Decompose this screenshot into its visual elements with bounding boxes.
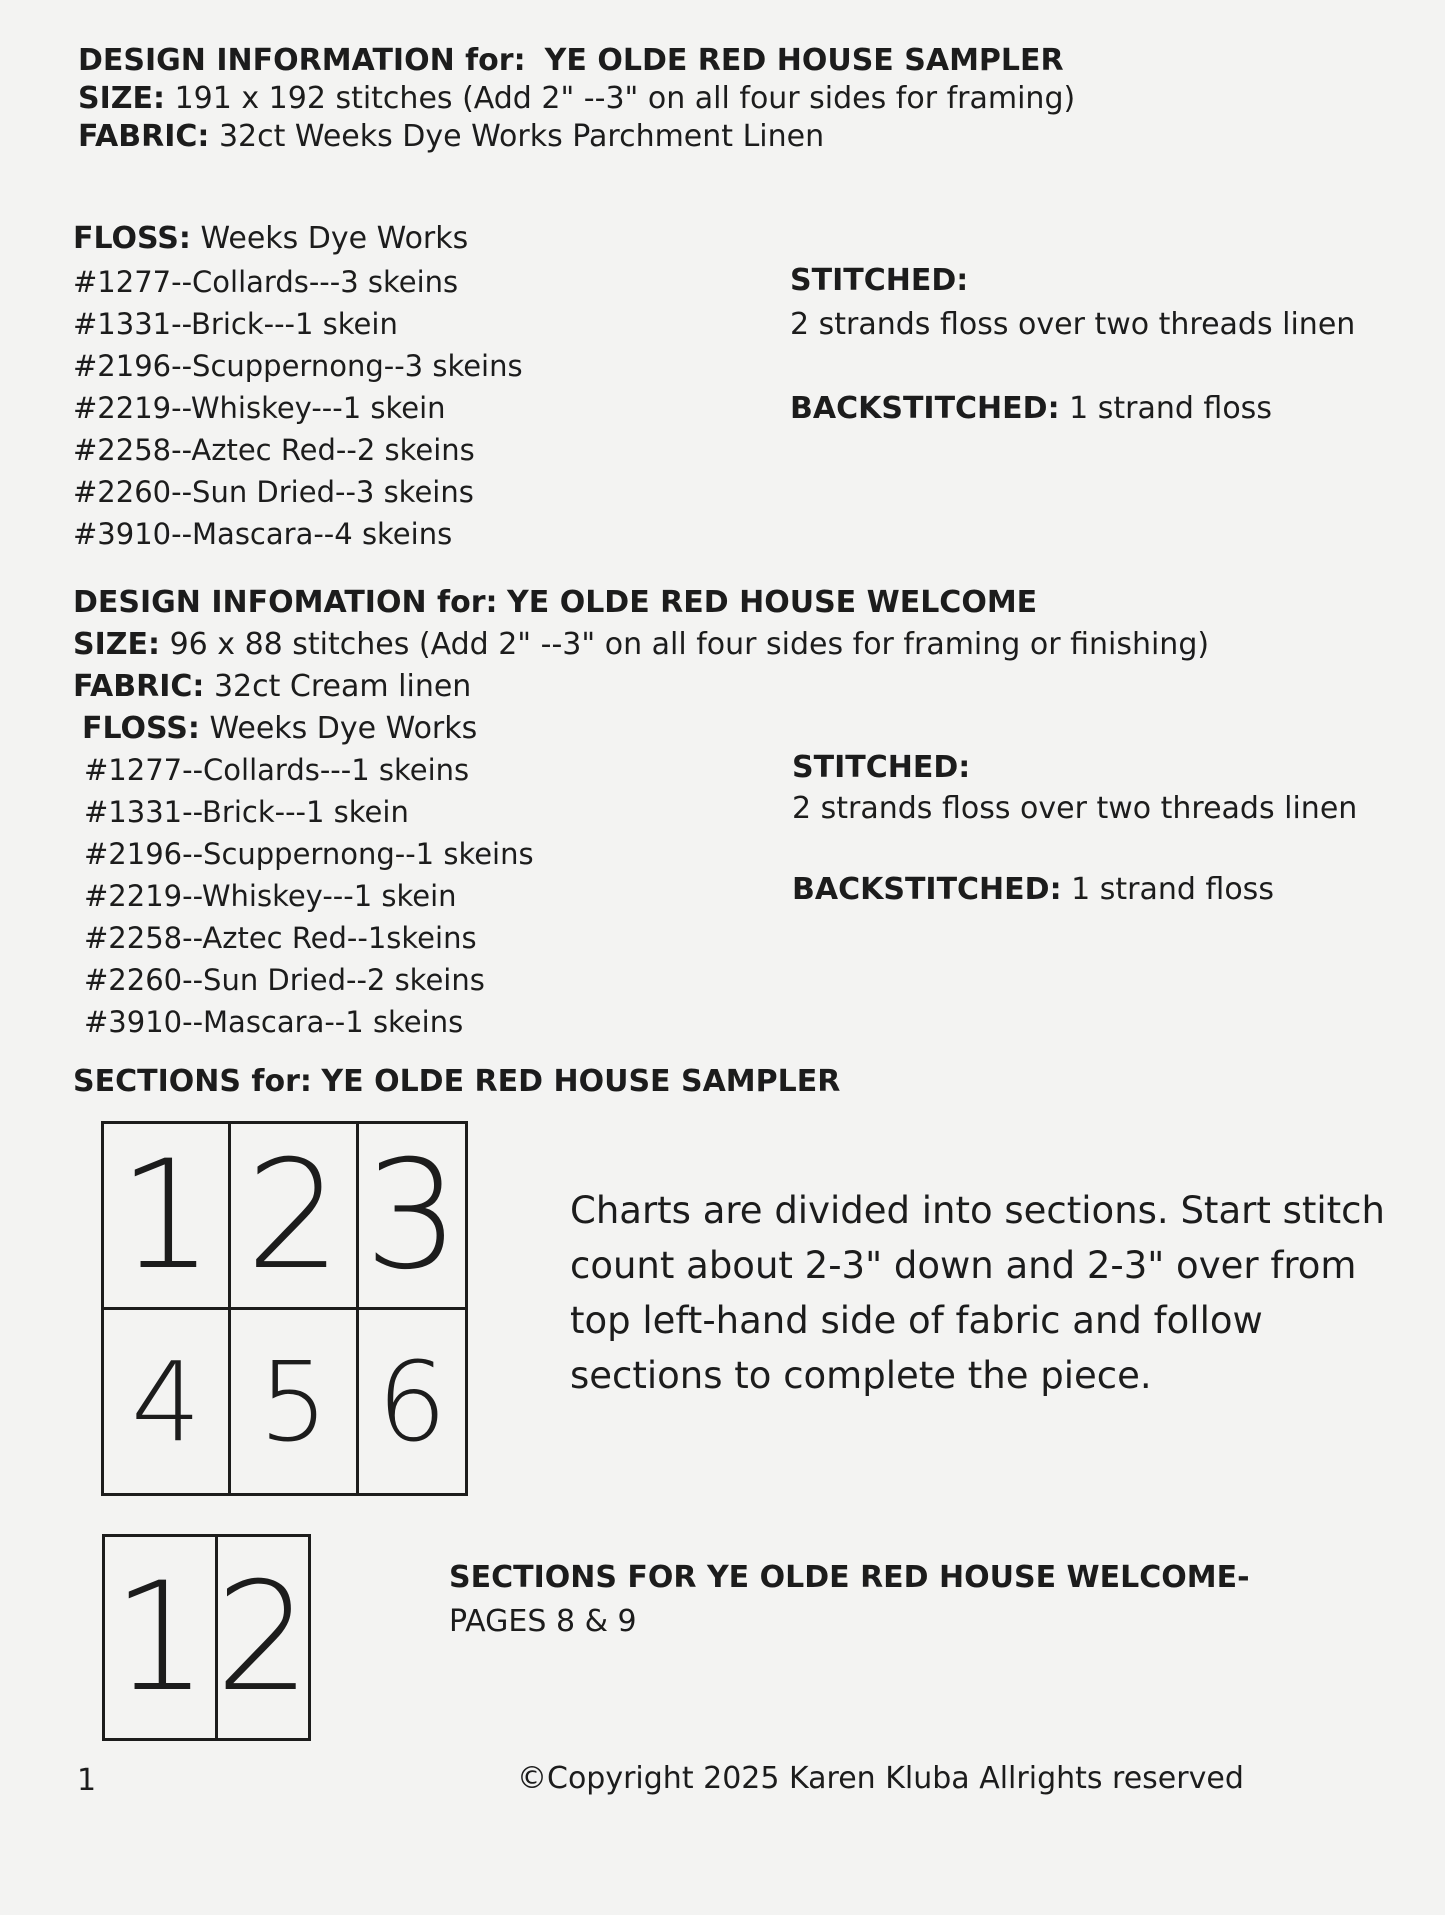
design2-stitched-label — [792, 747, 970, 789]
floss-item: #2219--Whiskey---1 skein — [84, 879, 457, 913]
sampler-sections-grid — [101, 1121, 468, 1496]
design1-backstitched-value: 1 strand floss — [1069, 391, 1272, 426]
design1-stitched-label-text: STITCHED: — [790, 263, 969, 298]
design1-fabric-value: 32ct Weeks Dye Works Parchment Linen — [218, 119, 825, 154]
floss-item: #2260--Sun Dried--2 skeins — [84, 963, 485, 997]
design1-heading — [78, 40, 1064, 82]
copyright-notice: ©Copyright 2025 Karen Kluba Allrights reserved — [517, 1761, 1244, 1796]
design2-backstitched-value: 1 strand floss — [1071, 872, 1274, 907]
design1-backstitched-label: BACKSTITCHED: — [790, 391, 1060, 426]
design1-floss-brand: Weeks Dye Works — [200, 221, 469, 256]
design2-fabric — [73, 666, 471, 708]
floss-item: #2258--Aztec Red--1skeins — [84, 921, 477, 955]
design2-heading — [73, 582, 1037, 624]
sections-welcome-pages: PAGES 8 & 9 — [449, 1604, 637, 1639]
design1-size-label: SIZE: — [78, 81, 166, 116]
section-cell: 1 — [105, 1537, 218, 1741]
design1-size — [78, 78, 1075, 120]
design2-size-label: SIZE: — [73, 627, 161, 662]
floss-item: #1277--Collards---1 skeins — [84, 753, 470, 787]
design1-heading-label: DESIGN INFORMATION for: — [78, 43, 526, 78]
floss-item: #1331--Brick---1 skein — [84, 795, 409, 829]
design2-floss-brand: Weeks Dye Works — [209, 711, 478, 746]
sections-welcome-heading-text: SECTIONS FOR YE OLDE RED HOUSE WELCOME- — [449, 1560, 1250, 1595]
floss-item: #3910--Mascara--1 skeins — [84, 1005, 464, 1039]
design1-stitched-label — [790, 260, 968, 302]
sections-welcome-heading — [449, 1557, 1250, 1599]
design2-floss-list — [84, 749, 534, 1043]
floss-item: #2219--Whiskey---1 skein — [73, 391, 446, 425]
design2-stitched-value: 2 strands floss over two threads linen — [792, 791, 1358, 826]
design1-stitched-value: 2 strands floss over two threads linen — [790, 307, 1356, 342]
sections-sampler-heading-label: SECTIONS for: — [73, 1064, 312, 1099]
section-cell: 2 — [218, 1537, 311, 1741]
sections-instructions: Charts are divided into sections. Start stitch count about 2-3" down and 2-3" over from top left-hand side of fabric and follow sections to complete the piece. — [570, 1189, 1385, 1397]
design2-size-value: 96 x 88 stitches (Add 2" --3" on all four sides for framing or finishing) — [169, 627, 1210, 662]
welcome-sections-grid — [102, 1534, 311, 1741]
design2-heading-label: DESIGN INFOMATION for: — [73, 585, 498, 620]
design1-fabric — [78, 116, 824, 158]
design1-size-value: 191 x 192 stitches (Add 2" --3" on all four sides for framing) — [174, 81, 1076, 116]
design2-fabric-label: FABRIC: — [73, 669, 205, 704]
floss-item: #3910--Mascara--4 skeins — [73, 517, 453, 551]
sections-sampler-heading-title: YE OLDE RED HOUSE SAMPLER — [321, 1064, 841, 1099]
design2-floss-heading — [82, 708, 477, 750]
design2-size — [73, 624, 1209, 666]
design2-fabric-value: 32ct Cream linen — [213, 669, 472, 704]
design2-stitched-label-text: STITCHED: — [792, 750, 971, 785]
design2-heading-title: YE OLDE RED HOUSE WELCOME — [507, 585, 1038, 620]
floss-item: #2258--Aztec Red--2 skeins — [73, 433, 475, 467]
design1-floss-list — [73, 261, 523, 555]
sections-sampler-heading — [73, 1061, 840, 1103]
design1-heading-title: YE OLDE RED HOUSE SAMPLER — [544, 43, 1064, 78]
page-number: 1 — [77, 1763, 97, 1798]
floss-item: #2196--Scuppernong--1 skeins — [84, 837, 534, 871]
section-cell: 2 — [231, 1124, 359, 1310]
design2-backstitched-label: BACKSTITCHED: — [792, 872, 1062, 907]
design1-floss-heading — [73, 218, 468, 260]
floss-item: #2196--Scuppernong--3 skeins — [73, 349, 523, 383]
design2-backstitched — [792, 869, 1274, 911]
design1-floss-label: FLOSS: — [73, 221, 191, 256]
section-cell: 6 — [359, 1310, 468, 1496]
floss-item: #2260--Sun Dried--3 skeins — [73, 475, 474, 509]
floss-item: #1277--Collards---3 skeins — [73, 265, 459, 299]
design2-floss-label: FLOSS: — [82, 711, 200, 746]
design1-fabric-label: FABRIC: — [78, 119, 210, 154]
section-cell: 3 — [359, 1124, 468, 1310]
design1-backstitched — [790, 388, 1272, 430]
floss-item: #1331--Brick---1 skein — [73, 307, 398, 341]
section-cell: 1 — [104, 1124, 231, 1310]
section-cell: 5 — [231, 1310, 359, 1496]
section-cell: 4 — [104, 1310, 231, 1496]
